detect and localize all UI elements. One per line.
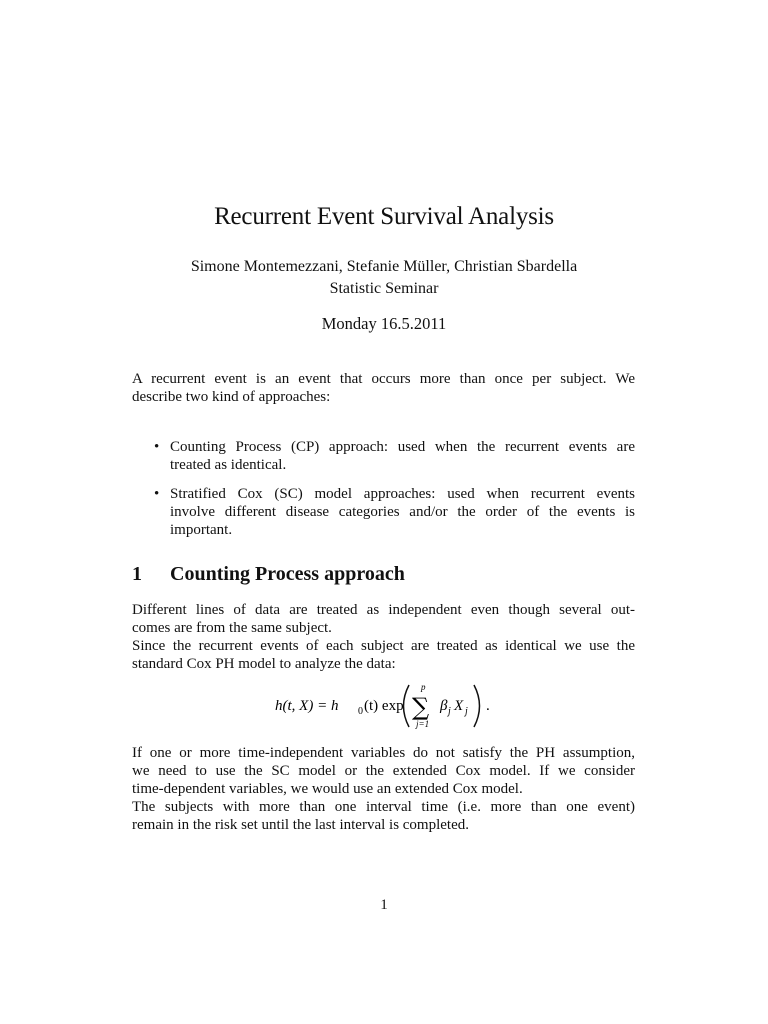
sum-upper-limit: p (421, 682, 426, 692)
list-item-text (170, 438, 635, 474)
paper-title: Recurrent Event Survival Analysis (214, 203, 554, 230)
intro-paragraph (132, 370, 635, 406)
sum-symbol: ∑ (412, 693, 430, 721)
list-item-text (170, 485, 635, 539)
text-line: comes are from the same subject. (132, 620, 332, 636)
text-line: important. (170, 522, 233, 538)
text-line: describe two kind of approaches: (132, 389, 331, 405)
paragraph (132, 601, 635, 673)
text-line: A recurrent event is an event that occurs more than once per subject. We (132, 371, 635, 387)
equation-period: . (486, 698, 490, 714)
bullet-marker: • (154, 486, 160, 502)
date: Monday 16.5.2011 (321, 314, 447, 333)
text-line: involve different disease categories and/or the order of the events is (170, 504, 635, 520)
section-number: 1 (132, 563, 142, 585)
equation-lhs: h(t, X) = h (275, 698, 339, 714)
text-line: Since the recurrent events of each subject are treated as identical we use the (132, 638, 635, 654)
text-line: Different lines of data are treated as independent even though several out- (132, 602, 635, 618)
text-line: standard Cox PH model to analyze the data: (132, 656, 396, 672)
beta-symbol: β (440, 698, 448, 714)
section-title: Counting Process approach (170, 563, 405, 585)
text-line: Counting Process (CP) approach: used when the recurrent events are (170, 439, 635, 455)
cox-model-equation (270, 682, 510, 732)
text-line: Stratified Cox (SC) model approaches: used when recurrent events (170, 486, 635, 502)
sum-lower-limit: j=1 (416, 719, 430, 729)
paragraph (132, 744, 635, 834)
equation-exp: (t) exp (364, 698, 404, 714)
text-line: remain in the risk set until the last interval is completed. (132, 817, 470, 833)
right-paren (474, 685, 480, 727)
authors: Simone Montemezzani, Stefanie Müller, Christian Sbardella (190, 258, 578, 275)
left-paren (404, 685, 410, 727)
text-line: If one or more time-independent variables do not satisfy the PH assumption, (132, 745, 635, 761)
x-subscript: j (465, 706, 468, 717)
equation-subscript: 0 (358, 706, 363, 717)
text-line: treated as identical. (170, 457, 287, 473)
x-symbol: X (454, 698, 464, 714)
text-line: we need to use the SC model or the extended Cox model. If we consider (132, 763, 635, 779)
text-line: The subjects with more than one interval time (i.e. more than one event) (132, 799, 635, 815)
page-number: 1 (380, 897, 388, 913)
beta-subscript: j (448, 706, 451, 717)
bullet-marker: • (154, 439, 160, 455)
seminar-name: Statistic Seminar (329, 280, 439, 297)
text-line: time-dependent variables, we would use an extended Cox model. (132, 781, 523, 797)
